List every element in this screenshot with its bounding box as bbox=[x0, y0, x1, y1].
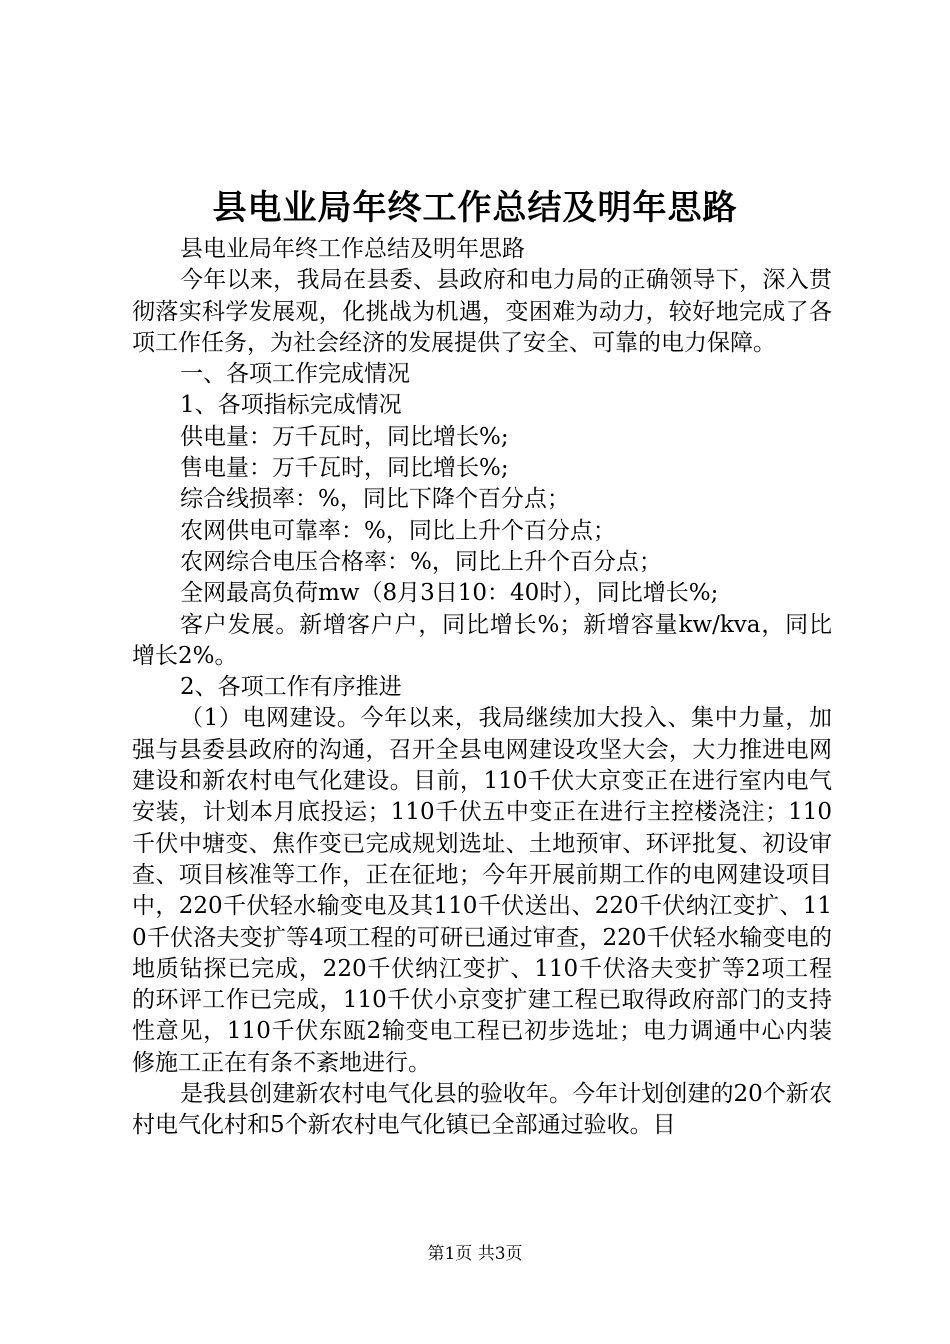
indicator-supply: 供电量：万千瓦时，同比增长%; bbox=[180, 423, 509, 450]
indicator-line-loss: 综合线损率：%，同比下降个百分点； bbox=[180, 486, 570, 513]
paragraph-electrification: 是我县创建新农村电气化县的验收年。今年计划创建的20个新农村电气化村和5个新农村电气化镇已全部通过验收。目 bbox=[132, 1081, 832, 1139]
indicator-peak-load: 全网最高负荷mw（8月3日10：40时），同比增长%; bbox=[180, 580, 719, 607]
document-title: 县电业局年终工作总结及明年思路 bbox=[212, 188, 738, 228]
paragraph-grid-construction: （1）电网建设。今年以来，我局继续加大投入、集中力量，加强与县委县政府的沟通，召开全县电网建设攻坚大会，大力推进电网建设和新农村电气化建设。目前，110千伏大京变正在进行室内电气安装，计划本月底投运；110千伏五中变正在进行主控楼浇注；110千伏中塘变、焦作变已完成规划选址、土地预审、环评批复、初设审查、项目核准等工作，正在征地；今年开展前期工作的电网建设项目中，220千伏轻水输变电及其110千伏送出、220千伏纳江变扩、110千伏洛夫变扩等4项工程的可研已通过审查，220千伏轻水输变电的地质钻探已完成，220千伏纳江变扩、110千伏洛夫变扩等2项工程的环评工作已完成，110千伏小京变扩建工程已取得政府部门的支持性意见，110千伏东瓯2输变电工程已初步选址；电力调通中心内装修施工正在有条不紊地进行。 bbox=[132, 705, 832, 1076]
indicator-voltage: 农网综合电压合格率：%，同比上升个百分点； bbox=[180, 548, 662, 575]
indicator-reliability: 农网供电可靠率：%，同比上升个百分点； bbox=[180, 517, 616, 544]
indicator-sales: 售电量：万千瓦时，同比增长%; bbox=[180, 455, 509, 482]
paragraph-intro: 今年以来，我局在县委、县政府和电力局的正确领导下，深入贯彻落实科学发展观，化挑战为机遇，变困难为动力，较好地完成了各项工作任务，为社会经济的发展提供了安全、可靠的电力保障。 bbox=[132, 267, 832, 356]
paragraph-subtitle: 县电业局年终工作总结及明年思路 bbox=[180, 236, 525, 262]
indicator-customers: 客户发展。新增客户户，同比增长%；新增容量kw/kva，同比增长2%。 bbox=[132, 611, 832, 669]
page-footer: 第1页 共3页 bbox=[427, 1244, 523, 1264]
section-heading-1: 一、各项工作完成情况 bbox=[180, 361, 410, 388]
subsection-heading-1: 1、各项指标完成情况 bbox=[180, 392, 402, 419]
document-body bbox=[132, 234, 832, 1142]
subsection-heading-2: 2、各项工作有序推进 bbox=[180, 674, 402, 701]
